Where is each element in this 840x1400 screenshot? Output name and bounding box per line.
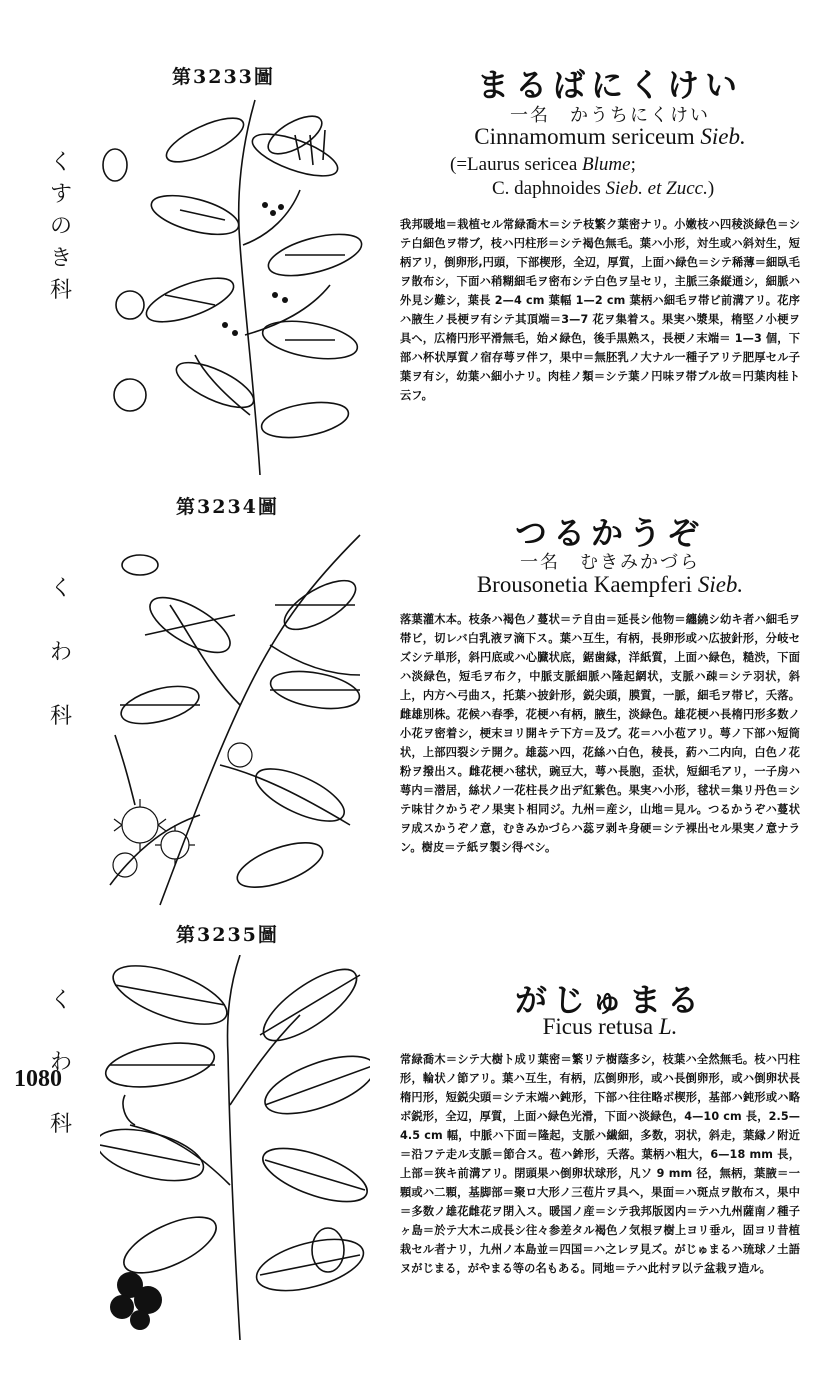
- plant-illustration: [95, 95, 375, 480]
- figure-label: 第3234圖: [176, 496, 279, 518]
- scientific-name: Ficus retusa L.: [542, 1014, 678, 1039]
- family-label: く す の き 科: [50, 150, 73, 303]
- entry-alias: 一名 かうちにくけい: [510, 105, 710, 126]
- figure-label: 第3233圖: [172, 66, 275, 88]
- scientific-name: Brousonetia Kaempferi Sieb.: [476, 572, 744, 597]
- page-number: 1080: [14, 1066, 62, 1092]
- description-text: 落葉灌木本。枝条ハ褐色ノ蔓状＝テ自由＝延長シ他物＝纏繞シ幼キ者ハ細毛ヲ帯ビ，切レバ白乳液ヲ滴下ス。葉ハ互生，有柄，長卵形或ハ広披針形，分岐セズシテ単形，斜円底或ハ心臓状底，鋸歯縁，洋紙質，上面ハ緑色，糙渋，下面ハ淡緑色，短毛ヲ布ク，中脈支脈細脈ハ隆起網状，支脈ハ疎＝シテ羽状，斜上，内方ヘ弓曲ス，托葉ハ披針形，鋭尖頭，膜質，一脈，細毛ヲ帯ビ，夭落。雌雄別株。花候ハ春季，花梗ハ有柄，腋生，淡緑色。雄花梗ハ長楕円形多数ノ小花ヲ密着シ，梗末ヨリ開キテ下方＝及ブ。花＝ハ小苞アリ。萼ノ下部ハ短筒状，上部四裂シテ開ク。雄蕊ハ四，花絲ハ白色，稜長，葯ハ二内向，白色ノ花粉ヲ撥出ス。雌花梗ハ毬状，豌豆大，萼ハ長胞，歪状，短細毛アリ，一子房ハ萼内＝潜居，絲状ノ一花柱長ク出デ紅紫色。果実ハ小形，毬状＝集リ丹色＝シテ味甘クかうぞノ果実ト相同ジ。九州＝産シ，山地＝見ル。つるかうぞハ蔓状ヲ成スかうぞノ意，むきみかづらハ蕊ヲ剥キ身硬＝シテ裸出セル果実ノ意ナラン。樹皮＝テ紙ヲ製シ得ベシ。: [400, 613, 800, 854]
- description-text: 常緑喬木＝シテ大樹ト成リ葉密＝繁リテ樹蔭多シ，枝葉ハ全然無毛。枝ハ円柱形，輪状ノ節アリ。葉ハ互生，有柄，広倒卵形，或ハ長倒卵形，或ハ倒卵状長楕円形，短鋭尖頭＝シテ末端ハ鈍形，下部ハ往往略ボ楔形，基部ハ鈍形或ハ略ボ鋭形，全辺，厚質，上面ハ緑色光滑，下面ハ淡緑色，4—10 cm 長，2.5—4.5 cm 幅，中脈ハ下面＝隆起，支脈ハ繊細，多数，羽状，斜走，葉縁ノ附近＝沿フテ走ル支脈＝節合ス。苞ハ鉾形，夭落。葉柄ハ粗大，6—18 mm 長，上部＝狭キ前溝アリ。閉頭果ハ倒卵状球形，凡ソ 9 mm 径，無柄，葉腋＝一顆或ハ二顆，基脚部＝聚ロ大形ノ三苞片ヲ具ヘ，果面＝ハ斑点ヲ散布ス，果中＝多数ノ雄花雌花ヲ閉入ス。暖国ノ産＝シテ我邦版図内＝テハ九州薩南ノ種子ヶ島＝於テ大木ニ成長シ往々参差タル褐色ノ気根ヲ樹上ヨリ垂ル，固ヨリ昔植栽セル者ナリ，九州ノ本島並＝四国＝ハ之レヲ見ズ。がじゅまるハ琉球ノ土語ヌがじまる，がやまる等の名もある。同地＝テハ此村ヲ以テ盆栽ヲ造ル。: [400, 1053, 800, 1275]
- family-label: く わ 科: [50, 988, 73, 1137]
- entry-title: がじゅまる: [514, 981, 705, 1019]
- description-text: 我邦暖地＝栽植セル常緑喬木＝シテ枝繁ク葉密ナリ。小嫩枝ハ四稜淡緑色＝シテ白細色ヲ帯ブ，枝ハ円柱形＝シテ褐色無毛。葉ハ小形，対生或ハ斜対生，短柄アリ，倒卵形,円頭，下部楔形，全辺，厚質，上面ハ緑色＝シテ稀薄＝細臥毛ヲ散布シ，下面ハ稍糊細毛ヲ密布シテ白色ヲ呈セリ，主脈三条縦通シ，細脈ハ外見シ難シ，葉長 2—4 cm 葉幅 1—2 cm 葉柄ハ細毛ヲ帯ビ前溝アリ。花序ハ腋生ノ長梗ヲ有シテ其頂端＝3—7 花ヲ集着ス。果実ハ漿果，楕堅ノ小梗ヲ具ヘ，広楕円形平滑無毛，始メ緑色，後手黒熟ス，長梗ノ末端＝ 1—3 個，下部ハ杯状厚質ノ宿存萼ヲ伴フ，果中＝無胚乳ノ大ナル一種子アリテ肥厚セル子葉ヲ有シ，幼葉ハ細小ナリ。肉桂ノ類＝シテ葉ノ円味ヲ帯ブル故＝円葉肉桂ト云フ。: [400, 218, 800, 402]
- entry-title: つるかうぞ: [514, 514, 705, 552]
- entry-alias: 一名 むきみかづら: [520, 552, 700, 573]
- synonym-1: (=Laurus sericea Blume;: [450, 154, 636, 175]
- entry-title: まるばにくけい: [476, 66, 743, 104]
- figure-label: 第3235圖: [176, 924, 279, 946]
- family-label: く わ 科: [50, 576, 73, 729]
- plant-illustration: [100, 955, 370, 1340]
- synonym-2: C. daphnoides Sieb. et Zucc.): [492, 178, 715, 199]
- scientific-name: Cinnamomum sericeum Sieb.: [474, 124, 746, 149]
- plant-illustration: [100, 525, 370, 910]
